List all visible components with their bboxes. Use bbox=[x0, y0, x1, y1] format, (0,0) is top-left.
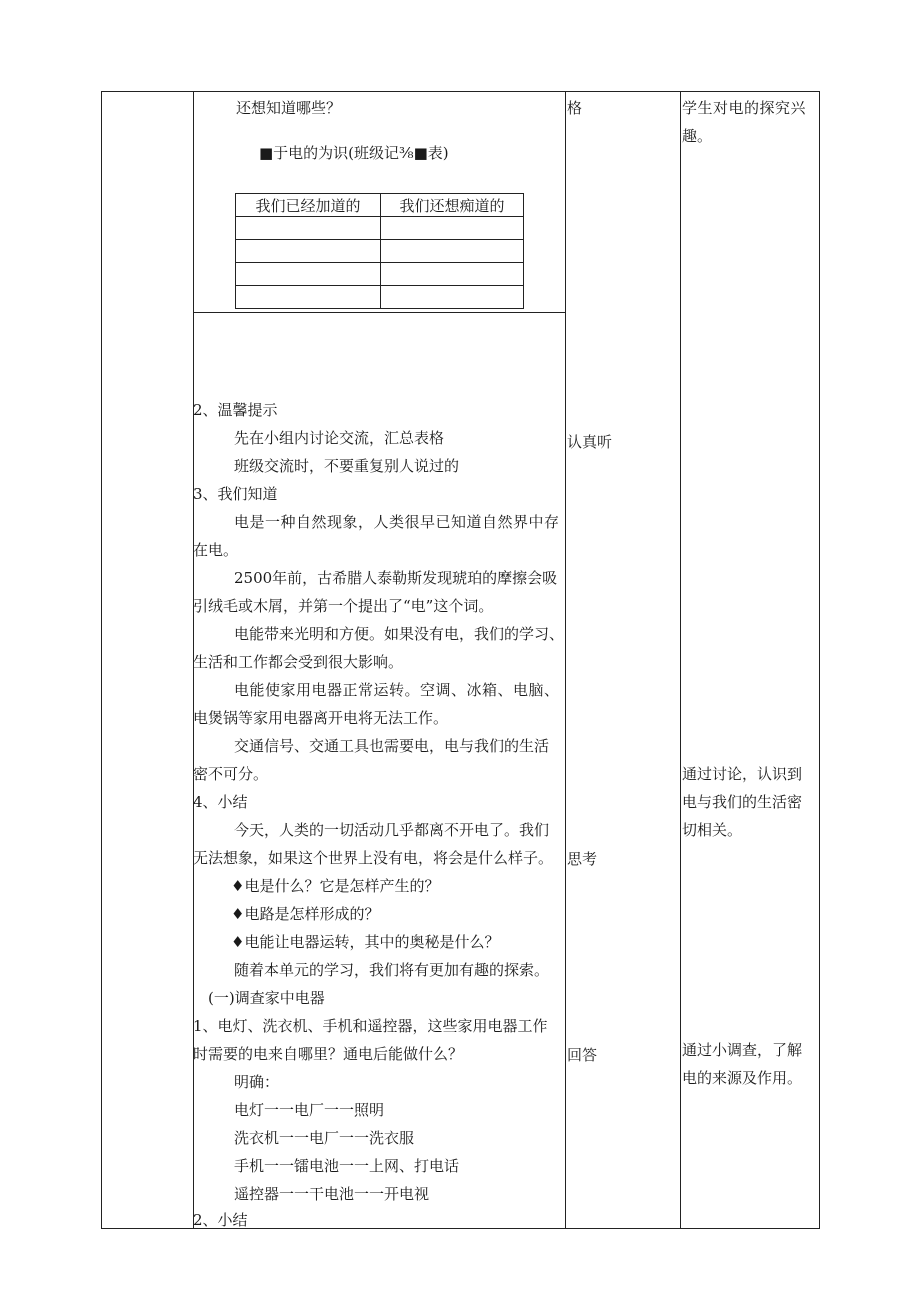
column-divider-c bbox=[680, 91, 681, 1229]
record-table-header-row bbox=[236, 194, 524, 217]
table-row bbox=[236, 263, 524, 286]
paragraph-line: 引绒毛或木屑，并第一个提出了“电”这个词。 bbox=[193, 597, 494, 615]
design-intent-line: 电的来源及作用。 bbox=[682, 1069, 803, 1087]
paragraph-line: 电是一种自然现象，人类很早已知道自然界中存 bbox=[234, 513, 560, 531]
paragraph-line: 在电。 bbox=[193, 541, 239, 559]
student-activity-1: 格 bbox=[567, 99, 583, 117]
section-2-title: 2、温馨提示 bbox=[193, 401, 278, 419]
design-intent-line: 通过小调查，了解 bbox=[682, 1041, 803, 1059]
table-row bbox=[236, 217, 524, 240]
table-row bbox=[236, 240, 524, 263]
table-cell bbox=[236, 217, 381, 240]
table-cell bbox=[381, 217, 524, 240]
paragraph-line: 电煲锅等家用电器离开电将无法工作。 bbox=[193, 709, 449, 727]
table-cell bbox=[236, 263, 381, 286]
table-cell bbox=[381, 286, 524, 309]
section-3-title: 3、我们知道 bbox=[193, 485, 278, 503]
record-table-title: ■于电的为识(班级记⅜■表) bbox=[259, 144, 449, 162]
paragraph-line: 密不可分。 bbox=[193, 765, 269, 783]
question-bullet: ♦电路是怎样形成的？ bbox=[231, 905, 380, 923]
table-left-border bbox=[101, 91, 102, 1229]
table-row bbox=[236, 286, 524, 309]
answer-line: 遥控器一一干电池一一开电视 bbox=[234, 1185, 430, 1203]
design-intent-line: 电与我们的生活密 bbox=[682, 793, 803, 811]
cell-divider bbox=[193, 312, 565, 313]
clarify-label: 明确： bbox=[234, 1073, 280, 1091]
paragraph-line: 生活和工作都会受到很大影响。 bbox=[193, 653, 404, 671]
answer-line: 手机一一镭电池一一上网、打电话 bbox=[234, 1157, 460, 1175]
paragraph-line: 1、电灯、洗衣机、手机和遥控器，这些家用电器工作 bbox=[193, 1017, 548, 1035]
student-activity-3: 思考 bbox=[567, 850, 598, 868]
design-intent-line: 切相关。 bbox=[682, 821, 743, 839]
section-4-title: 4、小结 bbox=[193, 793, 248, 811]
record-table bbox=[235, 193, 524, 309]
answer-line: 电灯一一电厂一一照明 bbox=[234, 1101, 385, 1119]
column-divider-b bbox=[565, 91, 566, 1229]
paragraph-line: 电能使家用电器正常运转。空调、冰箱、电脑、 bbox=[234, 681, 560, 699]
part-2-title: 2、小结 bbox=[193, 1211, 248, 1229]
question-bullet: ♦电是什么？它是怎样产生的？ bbox=[231, 877, 440, 895]
paragraph-line: 时需要的电来自哪里？通电后能做什么？ bbox=[193, 1045, 464, 1063]
table-cell bbox=[381, 263, 524, 286]
intro-question: 还想知道哪些？ bbox=[236, 99, 342, 117]
answer-line: 洗衣机一一电厂一一洗衣服 bbox=[234, 1129, 415, 1147]
table-cell bbox=[381, 240, 524, 263]
design-intent-line: 学生对电的探究兴 bbox=[682, 99, 807, 117]
paragraph-line: 随着本单元的学习，我们将有更加有趣的探索。 bbox=[234, 961, 550, 979]
record-table-header-known: 我们已经加道的 bbox=[236, 194, 381, 217]
section-2-paragraph: 先在小组内讨论交流，汇总表格 bbox=[234, 429, 445, 447]
paragraph-line: 2500年前，古希腊人泰勒斯发现琥珀的摩擦会吸 bbox=[234, 569, 558, 587]
section-2-paragraph: 班级交流时，不要重复别人说过的 bbox=[234, 457, 460, 475]
student-activity-4: 回答 bbox=[567, 1046, 598, 1064]
question-bullet: ♦电能让电器运转，其中的奥秘是什么？ bbox=[231, 933, 500, 951]
design-intent-line: 趣。 bbox=[682, 127, 713, 145]
record-table-header-want: 我们还想痴道的 bbox=[381, 194, 524, 217]
table-right-border bbox=[819, 91, 820, 1229]
table-top-border bbox=[101, 91, 820, 92]
student-activity-2: 认真听 bbox=[567, 433, 613, 451]
table-cell bbox=[236, 240, 381, 263]
paragraph-line: 无法想象，如果这个世界上没有电，将会是什么样子。 bbox=[193, 849, 554, 867]
paragraph-line: 交通信号、交通工具也需要电，电与我们的生活 bbox=[234, 737, 550, 755]
table-cell bbox=[236, 286, 381, 309]
paragraph-line: 今天，人类的一切活动几乎都离不开电了。我们 bbox=[234, 821, 550, 839]
paragraph-line: 电能带来光明和方便。如果没有电，我们的学习、 bbox=[234, 625, 565, 643]
design-intent-line: 通过讨论，认识到 bbox=[682, 765, 803, 783]
part-1-title: (一)调查家中电器 bbox=[208, 989, 325, 1007]
